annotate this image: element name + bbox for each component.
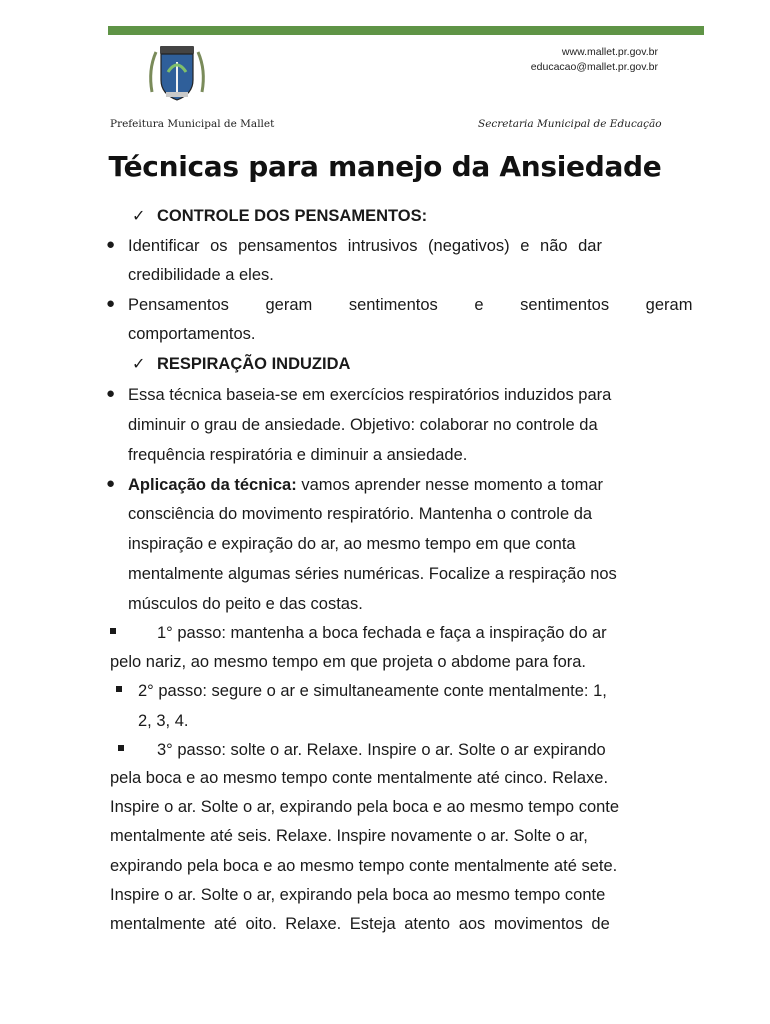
paragraph-line: 1° passo: mantenha a boca fechada e faça a inspiração do ar bbox=[157, 624, 607, 642]
square-bullet-icon bbox=[116, 686, 122, 692]
email-link[interactable]: educacao@mallet.pr.gov.br bbox=[530, 61, 658, 73]
paragraph-line: mentalmente algumas séries numéricas. Focalize a respiração nos bbox=[128, 565, 617, 583]
paragraph-line: pela boca e ao mesmo tempo conte mentalmente até cinco. Relaxe. bbox=[110, 769, 609, 787]
header-contact bbox=[531, 45, 658, 75]
paragraph-line: diminuir o grau de ansiedade. Objetivo: colaborar no controle da bbox=[128, 416, 598, 434]
section-heading-thoughts: CONTROLE DOS PENSAMENTOS: bbox=[157, 207, 428, 225]
paragraph-line: frequência respiratória e diminuir a ansiedade. bbox=[128, 446, 468, 464]
paragraph-line: Essa técnica baseia-se em exercícios respiratórios induzidos para bbox=[128, 386, 612, 404]
paragraph-line bbox=[128, 475, 603, 495]
bullet-icon: ● bbox=[106, 385, 116, 402]
paragraph-line: músculos do peito e das costas. bbox=[128, 595, 363, 613]
paragraph-line: credibilidade a eles. bbox=[128, 266, 274, 284]
bold-label: Aplicação da técnica: bbox=[128, 476, 297, 494]
paragraph-line: inspiração e expiração do ar, ao mesmo tempo em que conta bbox=[128, 535, 576, 553]
paragraph-line: comportamentos. bbox=[128, 325, 256, 343]
paragraph-line: 2° passo: segure o ar e simultaneamente conte mentalmente: 1, bbox=[138, 682, 607, 700]
bullet-icon: ● bbox=[106, 295, 116, 312]
municipal-crest-logo bbox=[146, 42, 208, 104]
paragraph-text: vamos aprender nesse momento a tomar bbox=[296, 476, 604, 494]
paragraph-line: consciência do movimento respiratório. Mantenha o controle da bbox=[128, 505, 593, 523]
header-department: Secretaria Municipal de Educação bbox=[478, 118, 662, 130]
bullet-icon: ● bbox=[106, 475, 116, 492]
paragraph-line: mentalmente até seis. Relaxe. Inspire novamente o ar. Solte o ar, bbox=[110, 827, 588, 845]
paragraph-line: Pensamentos geram sentimentos e sentimentos geram bbox=[128, 296, 693, 314]
square-bullet-icon bbox=[118, 745, 124, 751]
square-bullet-icon bbox=[110, 628, 116, 634]
paragraph-line: 2, 3, 4. bbox=[138, 712, 189, 730]
paragraph-line: Inspire o ar. Solte o ar, expirando pela boca ao mesmo tempo conte bbox=[110, 886, 606, 904]
paragraph-line: 3° passo: solte o ar. Relaxe. Inspire o ar. Solte o ar expirando bbox=[157, 741, 606, 759]
bullet-icon: ● bbox=[106, 236, 116, 253]
paragraph-line: pelo nariz, ao mesmo tempo em que projeta o abdome para fora. bbox=[110, 653, 587, 671]
check-icon: ✓ bbox=[132, 208, 146, 225]
check-icon: ✓ bbox=[132, 356, 146, 373]
paragraph-line: mentalmente até oito. Relaxe. Esteja atento aos movimentos de bbox=[110, 915, 610, 933]
paragraph-line: expirando pela boca e ao mesmo tempo conte mentalmente até sete. bbox=[110, 857, 618, 875]
page-title: Técnicas para manejo da Ansiedade bbox=[108, 150, 662, 183]
paragraph-line: Inspire o ar. Solte o ar, expirando pela boca e ao mesmo tempo conte bbox=[110, 798, 620, 816]
header-green-bar bbox=[108, 26, 704, 35]
section-heading-breathing: RESPIRAÇÃO INDUZIDA bbox=[157, 355, 351, 373]
website-link[interactable]: www.mallet.pr.gov.br bbox=[561, 46, 658, 58]
paragraph-line: Identificar os pensamentos intrusivos (negativos) e não dar bbox=[128, 237, 602, 255]
header-municipality: Prefeitura Municipal de Mallet bbox=[110, 118, 275, 130]
